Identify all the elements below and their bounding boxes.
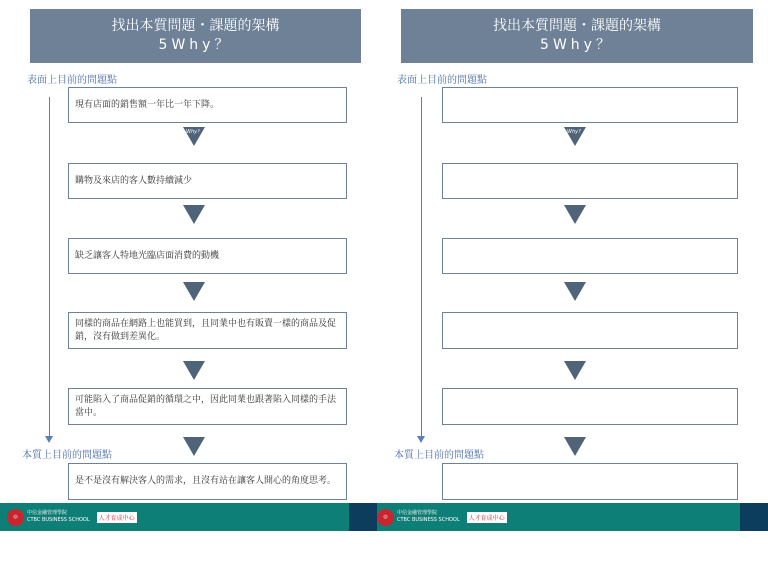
school-name-zh: 中信金融管理學院 [27,510,68,516]
school-seal-icon: ◎ [377,509,394,526]
center-badge: 人才育成中心 [97,512,137,523]
school-name-zh: 中信金融管理學院 [397,510,438,516]
title-line1: 找出本質問題・課題的架構 [493,18,661,34]
blank-box-2 [442,163,738,199]
school-name-en: CTBC BUSINESS SCHOOL [397,517,460,523]
essence-label: 本質上目前的問題點 [22,450,112,461]
problem-box-3: 缺乏讓客人特地光臨店面消費的動機 [68,238,347,274]
surface-label: 表面上目前的問題點 [397,75,487,86]
down-arrow-5 [183,437,205,456]
school-logo-right [377,508,507,526]
footer-divider [349,503,377,531]
title-line1: 找出本質問題・課題的架構 [111,18,280,34]
center-badge: 人才育成中心 [467,512,507,523]
vertical-arrow-head [45,436,53,443]
blank-box-1 [442,87,738,123]
footer-end [740,503,768,531]
problem-box-4: 同樣的商品在網路上也能買到，且同業中也有販賣一樣的商品及促銷，沒有做到差異化。 [68,312,347,349]
school-name-en: CTBC BUSINESS SCHOOL [27,517,90,523]
school-seal-icon: ◎ [7,509,24,526]
vertical-arrow-line [421,97,422,438]
problem-box-1: 現有店面的銷售額一年比一年下降。 [68,87,347,123]
problem-box-2: 購物及來店的客人數持續減少 [68,163,347,199]
title-line2: 5Why？ [540,37,614,53]
down-arrow-3 [183,282,205,301]
page-title [30,9,361,63]
down-arrow-3 [564,282,586,301]
surface-label: 表面上目前的問題點 [27,75,117,86]
problem-box-6: 是不是沒有解決客人的需求，且沒有站在讓客人開心的角度思考。 [68,463,347,500]
blank-box-6 [442,463,738,500]
down-arrow-4 [183,361,205,380]
why-label: Why? [186,129,200,135]
vertical-arrow-head [417,436,425,443]
vertical-arrow-line [49,97,50,438]
right-panel [384,0,768,576]
footer-bar [0,503,768,531]
blank-box-5 [442,388,738,425]
down-arrow-5 [564,437,586,456]
down-arrow-2 [564,205,586,224]
blank-box-3 [442,238,738,274]
essence-label: 本質上目前的問題點 [394,450,484,461]
why-label: Why? [567,129,581,135]
problem-box-5: 可能陷入了商品促銷的循環之中，因此同業也跟著陷入同樣的手法當中。 [68,388,347,425]
school-logo-left [7,508,137,526]
down-arrow-4 [564,361,586,380]
down-arrow-2 [183,205,205,224]
blank-box-4 [442,312,738,349]
title-line2: 5Why？ [158,37,233,53]
page-title-right [401,9,753,63]
